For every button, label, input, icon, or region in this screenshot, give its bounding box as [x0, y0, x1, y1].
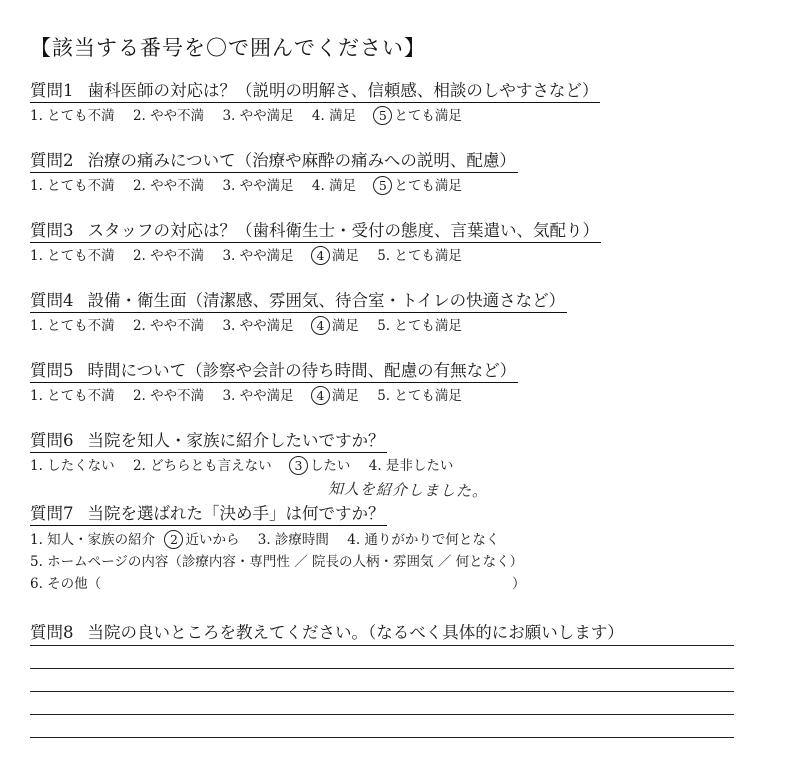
circle-mark: 2: [164, 530, 183, 549]
circle-mark: 4: [311, 246, 330, 265]
question-6-options: [30, 456, 467, 476]
option-selected[interactable]: [165, 529, 239, 551]
option-label: とても満足: [394, 108, 462, 124]
question-7-options-row2: [30, 551, 526, 573]
question-2-title: [30, 150, 518, 173]
circle-mark: 4: [311, 316, 330, 335]
question-7-options-row1: [30, 529, 526, 551]
option[interactable]: 4. 通りがかりで何となく: [347, 532, 500, 548]
question-1-options: [30, 106, 600, 126]
question-5-options: [30, 386, 518, 406]
option-label: 満足: [331, 248, 359, 264]
question-6-title: [30, 430, 387, 453]
option-label: とても満足: [394, 178, 462, 194]
question-5: [30, 360, 518, 406]
writing-line: [30, 668, 734, 669]
answer-lines[interactable]: [30, 645, 734, 759]
option[interactable]: 3. やや満足: [222, 318, 294, 334]
question-7-text: 当院を選ばれた「決め手」は何ですか？: [87, 504, 385, 523]
question-6-text: 当院を知人・家族に紹介したいですか？: [87, 431, 385, 450]
question-7-options-row3: [30, 573, 526, 595]
option[interactable]: 2. やや不満: [132, 248, 205, 264]
option[interactable]: 5. とても満足: [377, 318, 462, 334]
question-2: [30, 150, 518, 196]
question-5-number: 質問5: [30, 361, 74, 380]
question-7-number: 質問7: [30, 504, 74, 523]
writing-line: [30, 737, 734, 738]
question-8-number: 質問8: [30, 623, 74, 642]
option[interactable]: 3. やや満足: [222, 178, 294, 194]
question-5-text: 時間について（診察や会計の待ち時間、配慮の有無など）: [87, 361, 517, 380]
option[interactable]: 1. とても不満: [30, 388, 115, 404]
question-2-number: 質問2: [30, 151, 74, 170]
question-4-number: 質問4: [30, 291, 74, 310]
instruction-header: 【該当する番号を〇で囲んでください】: [30, 36, 426, 60]
option[interactable]: 5. とても満足: [377, 388, 462, 404]
option[interactable]: 5. とても満足: [377, 248, 462, 264]
question-3-text: スタッフの対応は？（歯科衛生士・受付の態度、言葉遣い、気配り）: [87, 221, 599, 240]
writing-line: [30, 645, 734, 646]
question-4-options: [30, 316, 567, 336]
option[interactable]: 2. やや不満: [132, 318, 205, 334]
option[interactable]: 2. やや不満: [132, 108, 205, 124]
question-7-title: [30, 503, 387, 526]
question-4-text: 設備・衛生面（清潔感、雰囲気、待合室・トイレの快適さなど）: [87, 291, 566, 310]
option[interactable]: 3. やや満足: [222, 108, 294, 124]
option[interactable]: 1. とても不満: [30, 178, 115, 194]
handwritten-note: 知人を紹介しました。: [327, 479, 489, 501]
question-4: [30, 290, 567, 336]
option-selected[interactable]: [374, 106, 462, 126]
option-label: したい: [309, 458, 351, 474]
question-3-title: [30, 220, 601, 243]
option-selected[interactable]: [312, 246, 359, 266]
question-1-text: 歯科医師の対応は？（説明の明解さ、信頼感、相談のしやすさなど）: [87, 81, 599, 100]
option[interactable]: 4. 満足: [311, 178, 357, 194]
option-label: 近いから: [185, 532, 240, 548]
option-selected[interactable]: [312, 386, 359, 406]
question-6-number: 質問6: [30, 431, 74, 450]
option-selected[interactable]: [312, 316, 359, 336]
option[interactable]: 3. やや満足: [222, 388, 294, 404]
option[interactable]: 1. したくない: [30, 458, 115, 474]
question-3: [30, 220, 601, 266]
option[interactable]: 3. やや満足: [222, 248, 294, 264]
option[interactable]: 1. とても不満: [30, 108, 115, 124]
question-1-title: [30, 80, 600, 103]
question-4-title: [30, 290, 567, 313]
option[interactable]: 2. やや不満: [132, 178, 205, 194]
question-8-title: [30, 622, 626, 644]
question-6: [30, 430, 467, 476]
question-1-number: 質問1: [30, 81, 74, 100]
circle-mark: 3: [289, 456, 308, 475]
writing-line: [30, 691, 734, 692]
writing-line: [30, 714, 734, 715]
question-3-options: [30, 246, 601, 266]
option[interactable]: 1. とても不満: [30, 318, 115, 334]
question-7: [30, 503, 526, 595]
question-8-text: 当院の良いところを教えてください。（なるべく具体的にお願いします）: [87, 623, 624, 642]
other-close-paren: ）: [512, 576, 526, 592]
circle-mark: 5: [373, 106, 392, 125]
option-label: 満足: [331, 388, 359, 404]
question-2-text: 治療の痛みについて（治療や麻酔の痛みへの説明、配慮）: [87, 151, 516, 170]
option[interactable]: 2. どちらとも言えない: [132, 458, 272, 474]
option[interactable]: 4. 満足: [311, 108, 357, 124]
other-label: 6. その他（: [30, 576, 102, 592]
option[interactable]: 4. 是非したい: [368, 458, 454, 474]
question-2-options: [30, 176, 518, 196]
question-1: [30, 80, 600, 126]
option[interactable]: 1. とても不満: [30, 248, 115, 264]
option-label: 満足: [331, 318, 359, 334]
question-8: [30, 622, 626, 644]
option[interactable]: 1. 知人・家族の紹介: [30, 532, 156, 548]
option[interactable]: 2. やや不満: [132, 388, 205, 404]
circle-mark: 4: [311, 386, 330, 405]
circle-mark: 5: [373, 176, 392, 195]
question-3-number: 質問3: [30, 221, 74, 240]
option[interactable]: 5. ホームページの内容（診療内容・専門性 ／ 院長の人柄・雰囲気 ／ 何となく）: [30, 554, 524, 570]
question-5-title: [30, 360, 518, 383]
option-selected[interactable]: [374, 176, 462, 196]
option-selected[interactable]: [290, 456, 351, 476]
option-other[interactable]: [30, 576, 526, 592]
option[interactable]: 3. 診療時間: [257, 532, 329, 548]
